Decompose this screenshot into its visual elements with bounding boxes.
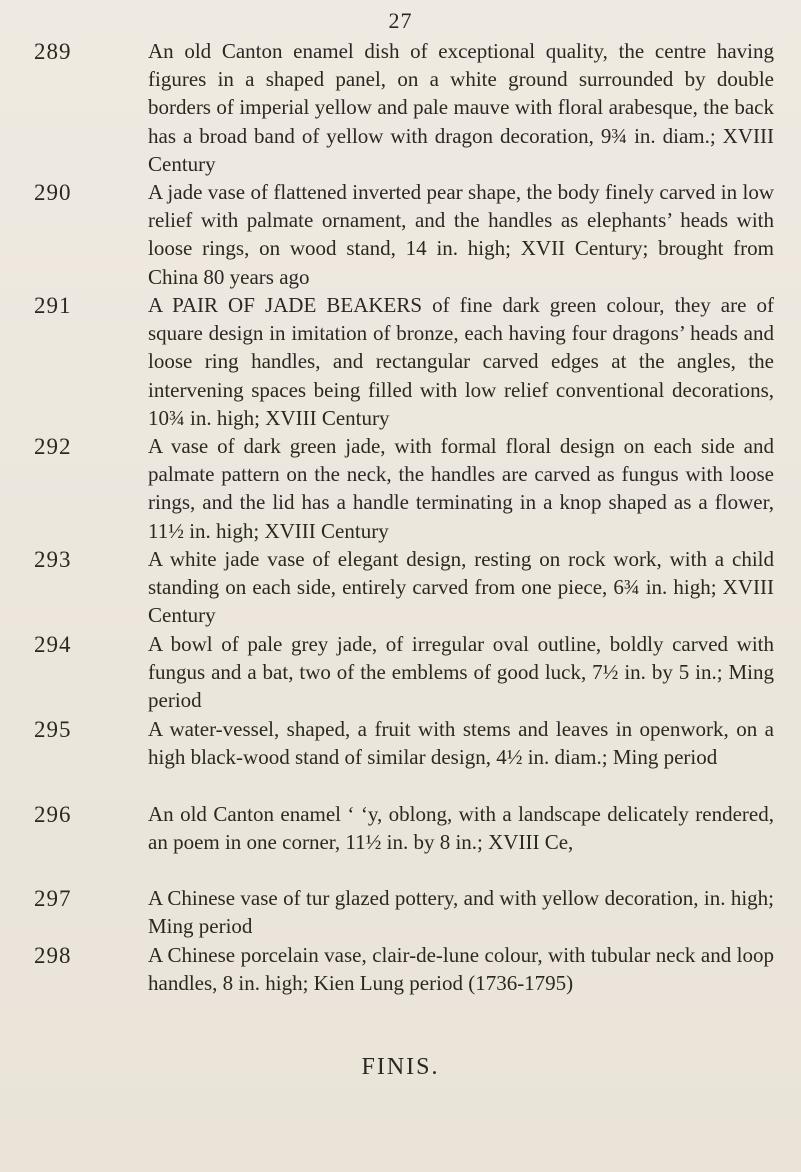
lot-number: 295 — [34, 717, 72, 742]
lot-description: A Chinese porcelain vase, clair-de-lune colour, with tubular neck and loop handles, 8 in. high; Kien Lung period (1736-1795) — [148, 943, 774, 996]
lot-description: A jade vase of flattened inverted pear shape, the body finely carved in low relief with palmate ornament, and the handles as elephants’ heads with loose rings, on wood stand, 14 in. high; XVII Century; brought from China 80 years ago — [148, 180, 774, 289]
lot-number: 289 — [34, 39, 72, 64]
lot-description: A PAIR OF JADE BEAKERS of fine dark green colour, they are of square design in imitation of bronze, each having four dragons’ heads and loose ring handles, and rectangular carved edges at the angles, the intervening spaces being filled with low relief conventional decorations, 10¾ in. high; XVIII Century — [148, 293, 774, 430]
lot-description: An old Canton enamel dish of exceptional quality, the centre having figures in a shaped panel, on a white ground surrounded by double borders of imperial yellow and pale mauve with floral arabesque, the back has a broad band of yellow with dragon decoration, 9¾ in. diam.; XVIII Century — [148, 39, 774, 176]
lot-number: 291 — [34, 293, 72, 318]
lot-number: 290 — [34, 180, 72, 205]
lot-description: A vase of dark green jade, with formal floral design on each side and palmate pattern on the neck, the handles are carved as fungus with loose rings, and the lid has a handle terminating in a knop shaped as a flower, 11½ in. high; XVIII Century — [148, 434, 774, 543]
lot-description: A bowl of pale grey jade, of irregular oval outline, boldly carved with fungus and a bat, two of the emblems of good luck, 7½ in. by 5 in.; Ming period — [148, 632, 774, 713]
lot-number: 298 — [34, 943, 72, 968]
lot-number: 294 — [34, 632, 72, 657]
lot-number: 292 — [34, 434, 72, 459]
lot-description: A Chinese vase of tur glazed pottery, and with yellow decoration, in. high; Ming period — [148, 886, 774, 939]
lot-description: A water-vessel, shaped, a fruit with stems and leaves in openwork, on a high black-wood stand of similar design, 4½ in. diam.; Ming period — [148, 717, 774, 770]
lot-number: 297 — [34, 886, 72, 911]
finis-label: FINIS. — [361, 1054, 440, 1080]
lot-description: An old Canton enamel ‘ ‘y, oblong, with a landscape delicately rendered, an poem in one corner, 11½ in. by 8 in.; XVIII Ce, — [148, 802, 774, 855]
page-number: 27 — [388, 8, 413, 33]
lot-description: A white jade vase of elegant design, resting on rock work, with a child standing on each side, entirely carved from one piece, 6¾ in. high; XVIII Century — [148, 547, 774, 628]
lot-number: 296 — [34, 802, 72, 827]
lot-number: 293 — [34, 547, 72, 572]
